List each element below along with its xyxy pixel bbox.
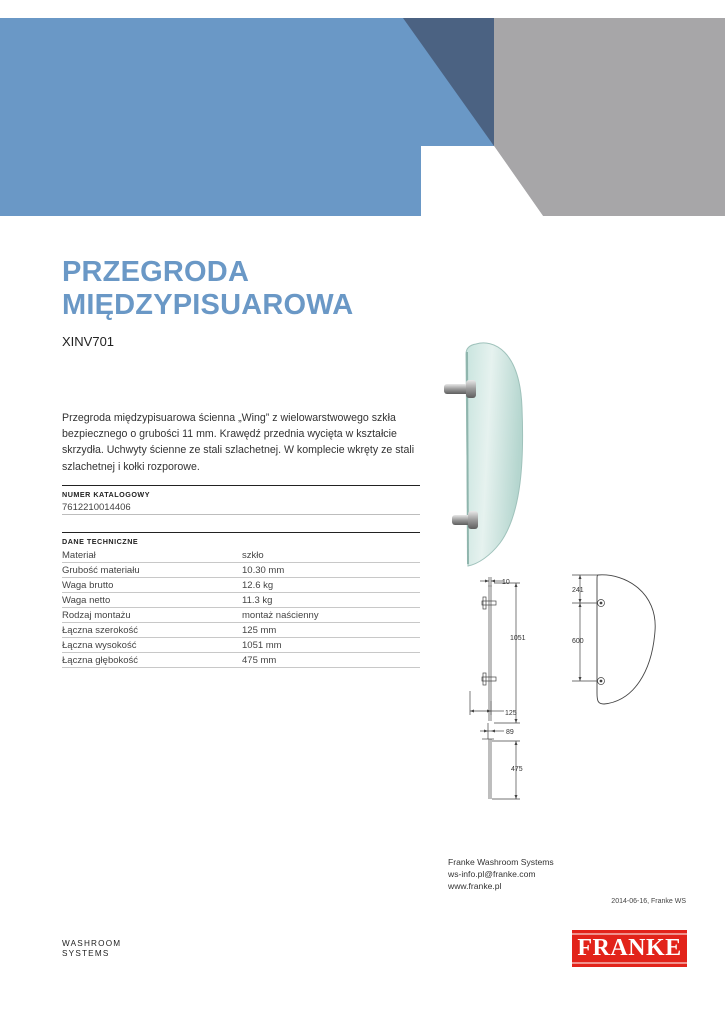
contact-company: Franke Washroom Systems <box>448 857 554 867</box>
spec-value: 125 mm <box>242 623 420 638</box>
spec-value: 1051 mm <box>242 638 420 653</box>
glass-panel <box>466 343 523 566</box>
spec-row <box>62 578 420 593</box>
spec-value: 12.6 kg <box>242 578 420 593</box>
division-label-line-1: WASHROOM <box>62 939 122 948</box>
division-label-line-2: SYSTEMS <box>62 949 110 958</box>
spec-label: Grubość materiału <box>62 563 242 578</box>
spec-label: Rodzaj montażu <box>62 608 242 623</box>
spec-value: 11.3 kg <box>242 593 420 608</box>
catalog-number: 7612210014406 <box>62 502 131 513</box>
contact-block <box>448 856 554 892</box>
spec-label: Łączna szerokość <box>62 623 242 638</box>
catalog-heading: NUMER KATALOGOWY <box>62 485 420 499</box>
product-image <box>438 338 528 570</box>
spec-row <box>62 548 420 563</box>
franke-logo <box>572 930 687 967</box>
contact-email[interactable]: ws-info.pl@franke.com <box>448 869 536 879</box>
dim-height: 1051 <box>510 635 526 642</box>
spec-row <box>62 593 420 608</box>
spec-row <box>62 653 420 668</box>
model-number: XINV701 <box>62 334 115 349</box>
product-title-line-2: MIĘDZYPISUAROWA <box>62 289 354 321</box>
dim-width: 125 <box>505 710 517 717</box>
spec-value: 10.30 mm <box>242 563 420 578</box>
spec-label: Waga netto <box>62 593 242 608</box>
spec-row <box>62 608 420 623</box>
specs-table <box>62 548 420 668</box>
dim-plan-offset: 89 <box>506 729 514 736</box>
dim-thickness: 10 <box>502 579 510 586</box>
dim-bracket-spacing: 600 <box>572 638 584 645</box>
spec-row <box>62 563 420 578</box>
document-date: 2014-06-16, Franke WS <box>611 898 686 905</box>
contact-website[interactable]: www.franke.pl <box>448 881 502 891</box>
banner-notch <box>421 146 494 216</box>
spec-label: Łączna głębokość <box>62 653 242 668</box>
spec-value: montaż naścienny <box>242 608 420 623</box>
dim-top-offset: 241 <box>572 587 584 594</box>
spec-label: Łączna wysokość <box>62 638 242 653</box>
spec-label: Materiał <box>62 548 242 563</box>
product-title-line-1: PRZEGRODA <box>62 256 250 288</box>
spec-value: szkło <box>242 548 420 563</box>
spec-label: Waga brutto <box>62 578 242 593</box>
drawing-front-view <box>568 573 660 707</box>
logo-text: FRANKE <box>577 935 682 961</box>
banner-gray-block <box>494 18 725 216</box>
wall-bracket-upper <box>444 380 476 398</box>
product-title <box>62 256 353 322</box>
spec-row <box>62 623 420 638</box>
spec-value: 475 mm <box>242 653 420 668</box>
catalog-divider <box>62 514 420 515</box>
product-description: Przegroda międzypisuarowa ścienna „Wing” z wielowarstwowego szkła bezpiecznego o grubości 11 mm. Krawędź przednia wycięta w kształcie skrzydła. Uchwyty ścienne ze stali szlachetnej. W komplecie wkręty ze stali szlachetnej i kołki rozporowe. <box>62 412 415 473</box>
drawing-side-view <box>458 573 530 805</box>
specs-heading: DANE TECHNICZNE <box>62 532 420 546</box>
banner-blue-block <box>0 18 421 216</box>
dim-depth: 475 <box>511 766 523 773</box>
division-label <box>62 939 121 959</box>
header-banner <box>0 18 725 216</box>
spec-row <box>62 638 420 653</box>
wall-bracket-lower <box>452 511 478 529</box>
